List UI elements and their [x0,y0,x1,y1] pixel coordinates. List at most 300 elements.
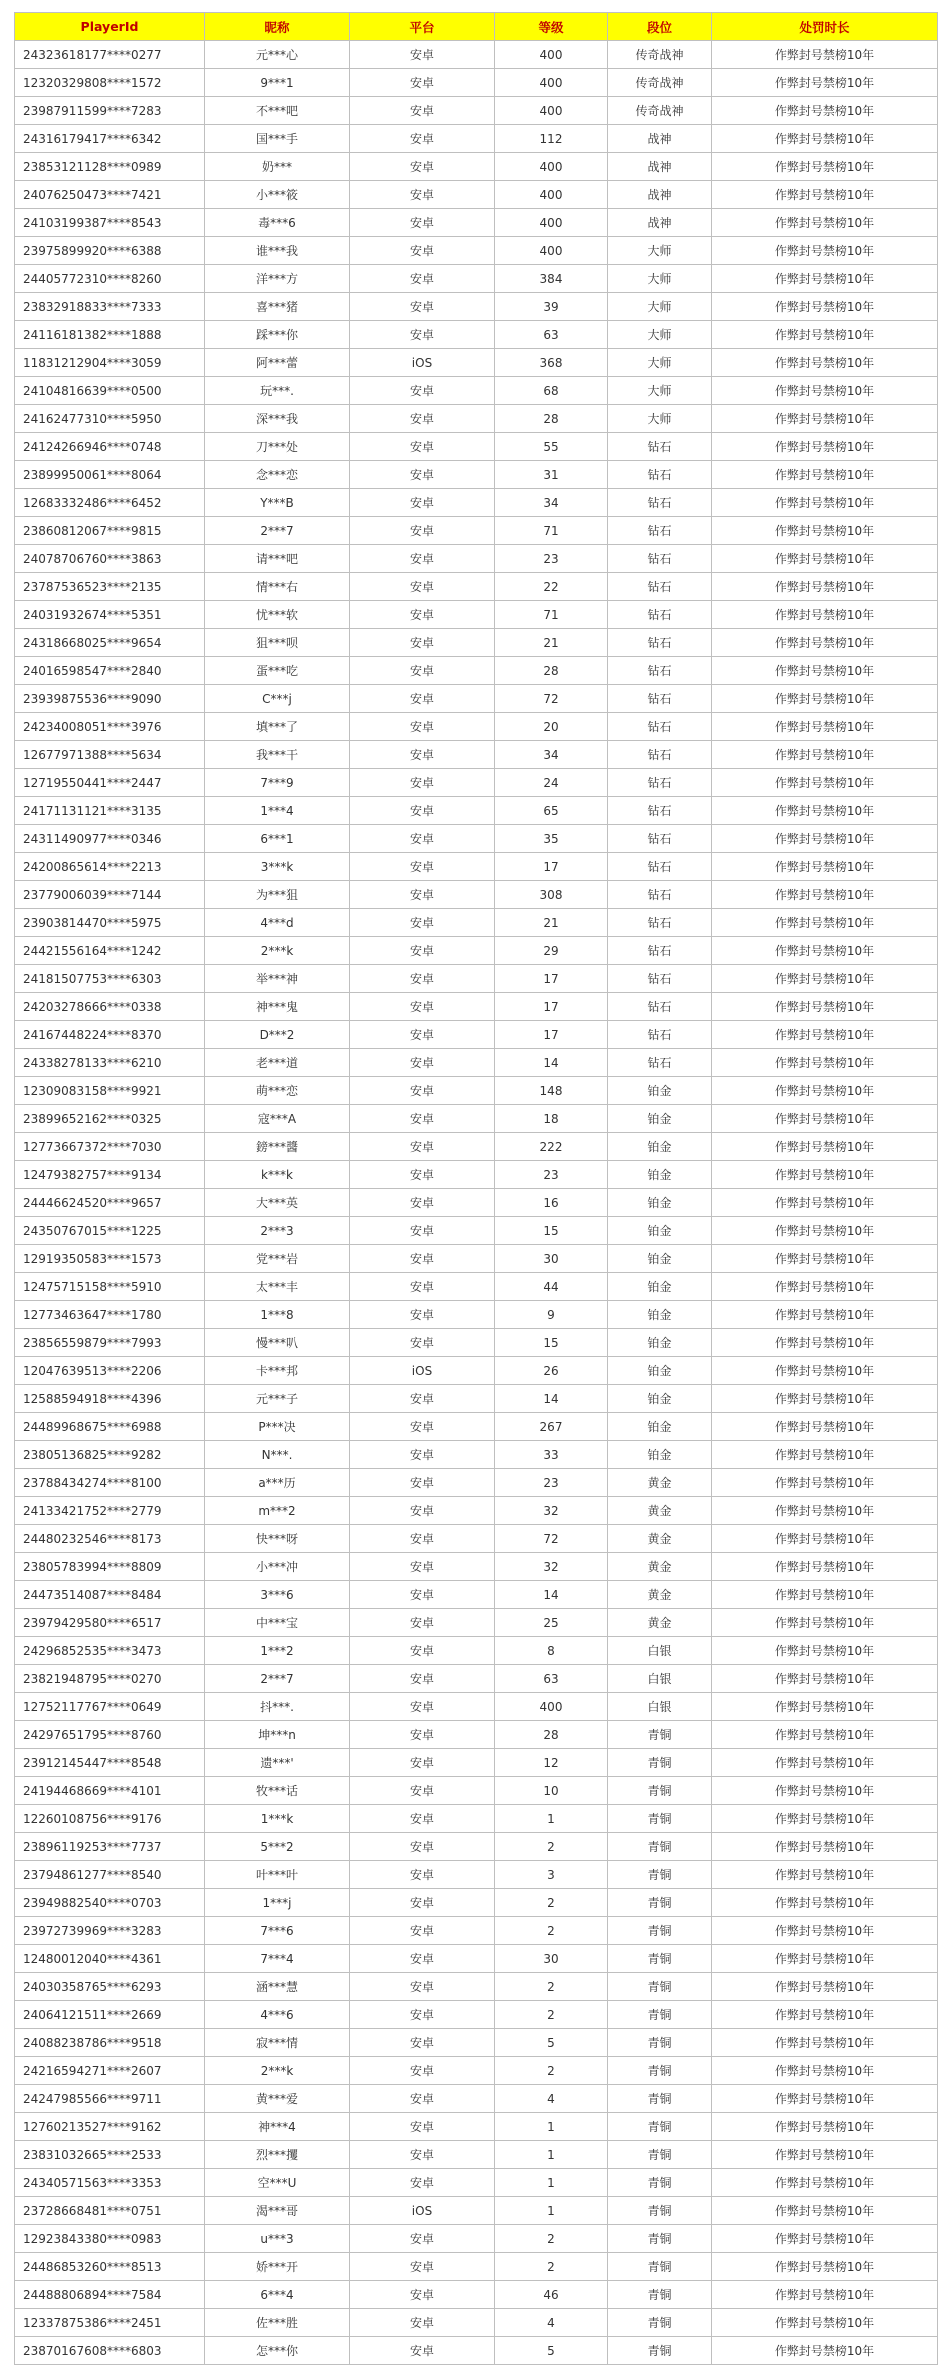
penalty-cell: 作弊封号禁榜10年 [712,237,938,265]
table-row [15,1973,938,2001]
nickname-cell: 小***冲 [205,1553,350,1581]
nickname-cell: 空***U [205,2169,350,2197]
nickname-cell: 怎***你 [205,2337,350,2365]
rank-cell: 青铜 [608,1973,712,2001]
header-nickname: 昵称 [205,13,350,41]
penalty-cell: 作弊封号禁榜10年 [712,769,938,797]
player-id-cell: 23972739969****3283 [15,1917,205,1945]
player-id-cell: 12760213527****9162 [15,2113,205,2141]
penalty-cell: 作弊封号禁榜10年 [712,1385,938,1413]
rank-cell: 钻石 [608,545,712,573]
table-row [15,545,938,573]
nickname-cell: u***3 [205,2225,350,2253]
rank-cell: 铂金 [608,1413,712,1441]
level-cell: 34 [495,741,608,769]
header-penalty: 处罚时长 [712,13,938,41]
table-row [15,1385,938,1413]
rank-cell: 大师 [608,405,712,433]
table-row [15,349,938,377]
table-row [15,517,938,545]
level-cell: 112 [495,125,608,153]
level-cell: 18 [495,1105,608,1133]
level-cell: 20 [495,713,608,741]
nickname-cell: 为***狙 [205,881,350,909]
platform-cell: 安卓 [350,1917,495,1945]
table-header [15,13,938,41]
rank-cell: 铂金 [608,1105,712,1133]
penalty-cell: 作弊封号禁榜10年 [712,1049,938,1077]
rank-cell: 钻石 [608,713,712,741]
rank-cell: 黄金 [608,1553,712,1581]
level-cell: 28 [495,1721,608,1749]
platform-cell: 安卓 [350,2309,495,2337]
player-id-cell: 24405772310****8260 [15,265,205,293]
table-row [15,1217,938,1245]
nickname-cell: 6***1 [205,825,350,853]
player-id-cell: 23949882540****0703 [15,1889,205,1917]
rank-cell: 白银 [608,1637,712,1665]
table-row [15,1413,938,1441]
nickname-cell: 大***英 [205,1189,350,1217]
rank-cell: 大师 [608,265,712,293]
nickname-cell: 阿***蕾 [205,349,350,377]
platform-cell: 安卓 [350,1329,495,1357]
rank-cell: 大师 [608,377,712,405]
rank-cell: 黄金 [608,1497,712,1525]
rank-cell: 黄金 [608,1525,712,1553]
rank-cell: 钻石 [608,629,712,657]
level-cell: 39 [495,293,608,321]
nickname-cell: 烈***攫 [205,2141,350,2169]
penalty-cell: 作弊封号禁榜10年 [712,685,938,713]
table-row [15,769,938,797]
nickname-cell: 不***吧 [205,97,350,125]
penalty-cell: 作弊封号禁榜10年 [712,69,938,97]
penalty-cell: 作弊封号禁榜10年 [712,1553,938,1581]
nickname-cell: 2***k [205,2057,350,2085]
platform-cell: 安卓 [350,321,495,349]
platform-cell: 安卓 [350,265,495,293]
platform-cell: 安卓 [350,2141,495,2169]
player-id-cell: 24316179417****6342 [15,125,205,153]
rank-cell: 青铜 [608,2337,712,2365]
table-row [15,1861,938,1889]
nickname-cell: 渴***哥 [205,2197,350,2225]
penalty-cell: 作弊封号禁榜10年 [712,1413,938,1441]
rank-cell: 青铜 [608,1917,712,1945]
platform-cell: 安卓 [350,1945,495,1973]
player-id-cell: 23794861277****8540 [15,1861,205,1889]
level-cell: 23 [495,1161,608,1189]
player-id-cell: 24247985566****9711 [15,2085,205,2113]
level-cell: 33 [495,1441,608,1469]
platform-cell: 安卓 [350,1077,495,1105]
nickname-cell: N***. [205,1441,350,1469]
player-id-cell: 12773463647****1780 [15,1301,205,1329]
platform-cell: 安卓 [350,1273,495,1301]
nickname-cell: 深***我 [205,405,350,433]
player-id-cell: 12773667372****7030 [15,1133,205,1161]
penalty-cell: 作弊封号禁榜10年 [712,965,938,993]
table-row [15,1497,938,1525]
platform-cell: 安卓 [350,2029,495,2057]
level-cell: 400 [495,209,608,237]
player-id-cell: 24486853260****8513 [15,2253,205,2281]
player-id-cell: 24340571563****3353 [15,2169,205,2197]
table-row [15,685,938,713]
player-id-cell: 11831212904****3059 [15,349,205,377]
nickname-cell: C***j [205,685,350,713]
level-cell: 1 [495,2197,608,2225]
table-row [15,853,938,881]
player-id-cell: 23912145447****8548 [15,1749,205,1777]
penalty-cell: 作弊封号禁榜10年 [712,713,938,741]
rank-cell: 黄金 [608,1609,712,1637]
level-cell: 28 [495,405,608,433]
rank-cell: 战神 [608,209,712,237]
platform-cell: 安卓 [350,769,495,797]
rank-cell: 铂金 [608,1077,712,1105]
platform-cell: 安卓 [350,1217,495,1245]
player-id-cell: 24104816639****0500 [15,377,205,405]
platform-cell: 安卓 [350,2337,495,2365]
level-cell: 25 [495,1609,608,1637]
nickname-cell: 念***恋 [205,461,350,489]
rank-cell: 铂金 [608,1357,712,1385]
level-cell: 63 [495,321,608,349]
player-id-cell: 12683332486****6452 [15,489,205,517]
penalty-cell: 作弊封号禁榜10年 [712,153,938,181]
platform-cell: 安卓 [350,2225,495,2253]
table-row [15,657,938,685]
platform-cell: 安卓 [350,461,495,489]
nickname-cell: 狙***呗 [205,629,350,657]
table-row [15,909,938,937]
nickname-cell: 5***2 [205,1833,350,1861]
level-cell: 1 [495,2169,608,2197]
penalty-cell: 作弊封号禁榜10年 [712,1833,938,1861]
penalty-cell: 作弊封号禁榜10年 [712,433,938,461]
rank-cell: 铂金 [608,1385,712,1413]
header-platform: 平台 [350,13,495,41]
level-cell: 1 [495,1805,608,1833]
table-row [15,713,938,741]
nickname-cell: 我***干 [205,741,350,769]
platform-cell: 安卓 [350,2113,495,2141]
penalty-cell: 作弊封号禁榜10年 [712,97,938,125]
penalty-cell: 作弊封号禁榜10年 [712,1777,938,1805]
nickname-cell: 忧***软 [205,601,350,629]
penalty-cell: 作弊封号禁榜10年 [712,461,938,489]
rank-cell: 青铜 [608,2197,712,2225]
penalty-cell: 作弊封号禁榜10年 [712,2085,938,2113]
player-id-cell: 23975899920****6388 [15,237,205,265]
penalty-cell: 作弊封号禁榜10年 [712,2113,938,2141]
level-cell: 23 [495,545,608,573]
table-row [15,237,938,265]
player-id-cell: 12719550441****2447 [15,769,205,797]
penalty-cell: 作弊封号禁榜10年 [712,2281,938,2309]
table-row [15,629,938,657]
penalty-cell: 作弊封号禁榜10年 [712,825,938,853]
nickname-cell: k***k [205,1161,350,1189]
nickname-cell: 神***4 [205,2113,350,2141]
table-row [15,1917,938,1945]
table-row [15,965,938,993]
level-cell: 2 [495,2001,608,2029]
table-row [15,2029,938,2057]
platform-cell: 安卓 [350,1385,495,1413]
platform-cell: 安卓 [350,125,495,153]
platform-cell: 安卓 [350,1189,495,1217]
table-row [15,2085,938,2113]
table-row [15,1581,938,1609]
table-row [15,993,938,1021]
penalty-cell: 作弊封号禁榜10年 [712,1357,938,1385]
penalty-cell: 作弊封号禁榜10年 [712,1665,938,1693]
rank-cell: 白银 [608,1665,712,1693]
rank-cell: 铂金 [608,1189,712,1217]
rank-cell: 钻石 [608,489,712,517]
level-cell: 10 [495,1777,608,1805]
penalty-cell: 作弊封号禁榜10年 [712,2169,938,2197]
penalty-cell: 作弊封号禁榜10年 [712,2029,938,2057]
penalty-cell: 作弊封号禁榜10年 [712,1973,938,2001]
table-row [15,321,938,349]
penalty-cell: 作弊封号禁榜10年 [712,265,938,293]
level-cell: 71 [495,517,608,545]
penalty-cell: 作弊封号禁榜10年 [712,881,938,909]
platform-cell: 安卓 [350,69,495,97]
penalty-cell: 作弊封号禁榜10年 [712,1469,938,1497]
rank-cell: 铂金 [608,1301,712,1329]
penalty-cell: 作弊封号禁榜10年 [712,1245,938,1273]
rank-cell: 青铜 [608,1833,712,1861]
nickname-cell: 请***吧 [205,545,350,573]
platform-cell: 安卓 [350,1805,495,1833]
nickname-cell: 元***子 [205,1385,350,1413]
level-cell: 22 [495,573,608,601]
platform-cell: 安卓 [350,1833,495,1861]
level-cell: 400 [495,69,608,97]
rank-cell: 青铜 [608,2225,712,2253]
table-row [15,97,938,125]
penalty-cell: 作弊封号禁榜10年 [712,2225,938,2253]
table-row [15,433,938,461]
table-row [15,377,938,405]
player-id-cell: 23832918833****7333 [15,293,205,321]
level-cell: 2 [495,1889,608,1917]
player-id-cell: 24323618177****0277 [15,41,205,69]
player-id-cell: 23805783994****8809 [15,1553,205,1581]
table-row [15,209,938,237]
nickname-cell: 抖***. [205,1693,350,1721]
nickname-cell: 2***k [205,937,350,965]
level-cell: 2 [495,2057,608,2085]
nickname-cell: 萌***恋 [205,1077,350,1105]
table-row [15,2309,938,2337]
penalty-cell: 作弊封号禁榜10年 [712,1889,938,1917]
header-rank: 段位 [608,13,712,41]
nickname-cell: 3***k [205,853,350,881]
player-id-cell: 24203278666****0338 [15,993,205,1021]
level-cell: 384 [495,265,608,293]
platform-cell: 安卓 [350,1665,495,1693]
platform-cell: 安卓 [350,657,495,685]
level-cell: 368 [495,349,608,377]
player-id-cell: 12320329808****1572 [15,69,205,97]
platform-cell: iOS [350,349,495,377]
penalty-cell: 作弊封号禁榜10年 [712,797,938,825]
player-id-cell: 24088238786****9518 [15,2029,205,2057]
nickname-cell: 黄***爱 [205,2085,350,2113]
level-cell: 21 [495,909,608,937]
nickname-cell: 3***6 [205,1581,350,1609]
table-row [15,69,938,97]
table-row [15,181,938,209]
table-row [15,2225,938,2253]
player-id-cell: 24031932674****5351 [15,601,205,629]
nickname-cell: 元***心 [205,41,350,69]
player-id-cell: 24318668025****9654 [15,629,205,657]
level-cell: 30 [495,1245,608,1273]
table-row [15,1273,938,1301]
nickname-cell: D***2 [205,1021,350,1049]
level-cell: 31 [495,461,608,489]
player-id-cell: 23939875536****9090 [15,685,205,713]
nickname-cell: 1***8 [205,1301,350,1329]
player-id-cell: 24350767015****1225 [15,1217,205,1245]
platform-cell: 安卓 [350,2085,495,2113]
platform-cell: 安卓 [350,1161,495,1189]
level-cell: 46 [495,2281,608,2309]
player-id-cell: 23896119253****7737 [15,1833,205,1861]
nickname-cell: 2***3 [205,1217,350,1245]
table-row [15,1833,938,1861]
player-id-cell: 24167448224****8370 [15,1021,205,1049]
rank-cell: 传奇战神 [608,97,712,125]
level-cell: 16 [495,1189,608,1217]
rank-cell: 钻石 [608,909,712,937]
platform-cell: 安卓 [350,1721,495,1749]
player-id-cell: 23899950061****8064 [15,461,205,489]
rank-cell: 钻石 [608,1049,712,1077]
nickname-cell: 7***4 [205,1945,350,1973]
penalty-cell: 作弊封号禁榜10年 [712,657,938,685]
table-row [15,1329,938,1357]
table-row [15,1777,938,1805]
rank-cell: 青铜 [608,2001,712,2029]
penalty-cell: 作弊封号禁榜10年 [712,1525,938,1553]
penalty-cell: 作弊封号禁榜10年 [712,601,938,629]
table-row [15,1721,938,1749]
platform-cell: 安卓 [350,1777,495,1805]
penalty-cell: 作弊封号禁榜10年 [712,405,938,433]
table-row [15,1021,938,1049]
player-id-cell: 24480232546****8173 [15,1525,205,1553]
table-row [15,2001,938,2029]
penalty-cell: 作弊封号禁榜10年 [712,377,938,405]
platform-cell: 安卓 [350,405,495,433]
penalty-cell: 作弊封号禁榜10年 [712,937,938,965]
rank-cell: 青铜 [608,2085,712,2113]
rank-cell: 铂金 [608,1329,712,1357]
player-id-cell: 23856559879****7993 [15,1329,205,1357]
level-cell: 55 [495,433,608,461]
rank-cell: 青铜 [608,1945,712,1973]
platform-cell: 安卓 [350,993,495,1021]
rank-cell: 黄金 [608,1469,712,1497]
platform-cell: 安卓 [350,601,495,629]
table-row [15,461,938,489]
player-id-cell: 23987911599****7283 [15,97,205,125]
platform-cell: 安卓 [350,1497,495,1525]
nickname-cell: 刀***处 [205,433,350,461]
nickname-cell: 蛋***吃 [205,657,350,685]
platform-cell: 安卓 [350,1049,495,1077]
platform-cell: 安卓 [350,2169,495,2197]
nickname-cell: 1***4 [205,797,350,825]
ban-list-table [14,12,938,2365]
penalty-cell: 作弊封号禁榜10年 [712,993,938,1021]
penalty-cell: 作弊封号禁榜10年 [712,1945,938,1973]
platform-cell: 安卓 [350,1133,495,1161]
rank-cell: 青铜 [608,2309,712,2337]
player-id-cell: 23821948795****0270 [15,1665,205,1693]
penalty-cell: 作弊封号禁榜10年 [712,1637,938,1665]
player-id-cell: 23779006039****7144 [15,881,205,909]
table-row [15,1553,938,1581]
table-row [15,797,938,825]
level-cell: 17 [495,993,608,1021]
platform-cell: 安卓 [350,545,495,573]
table-row [15,741,938,769]
player-id-cell: 12337875386****2451 [15,2309,205,2337]
level-cell: 32 [495,1497,608,1525]
rank-cell: 青铜 [608,2253,712,2281]
penalty-cell: 作弊封号禁榜10年 [712,573,938,601]
platform-cell: 安卓 [350,517,495,545]
penalty-cell: 作弊封号禁榜10年 [712,1497,938,1525]
player-id-cell: 23860812067****9815 [15,517,205,545]
penalty-cell: 作弊封号禁榜10年 [712,2001,938,2029]
nickname-cell: 坤***n [205,1721,350,1749]
table-row [15,881,938,909]
level-cell: 32 [495,1553,608,1581]
level-cell: 5 [495,2337,608,2365]
level-cell: 3 [495,1861,608,1889]
player-id-cell: 12677971388****5634 [15,741,205,769]
nickname-cell: 1***2 [205,1637,350,1665]
penalty-cell: 作弊封号禁榜10年 [712,1721,938,1749]
table-row [15,405,938,433]
nickname-cell: 踩***你 [205,321,350,349]
level-cell: 2 [495,2225,608,2253]
player-id-cell: 23787536523****2135 [15,573,205,601]
penalty-cell: 作弊封号禁榜10年 [712,1805,938,1833]
header-level: 等级 [495,13,608,41]
rank-cell: 钻石 [608,601,712,629]
nickname-cell: 太***丰 [205,1273,350,1301]
table-row [15,2169,938,2197]
rank-cell: 钻石 [608,825,712,853]
rank-cell: 钻石 [608,517,712,545]
penalty-cell: 作弊封号禁榜10年 [712,1161,938,1189]
player-id-cell: 23728668481****0751 [15,2197,205,2225]
penalty-cell: 作弊封号禁榜10年 [712,741,938,769]
table-row [15,41,938,69]
platform-cell: 安卓 [350,937,495,965]
